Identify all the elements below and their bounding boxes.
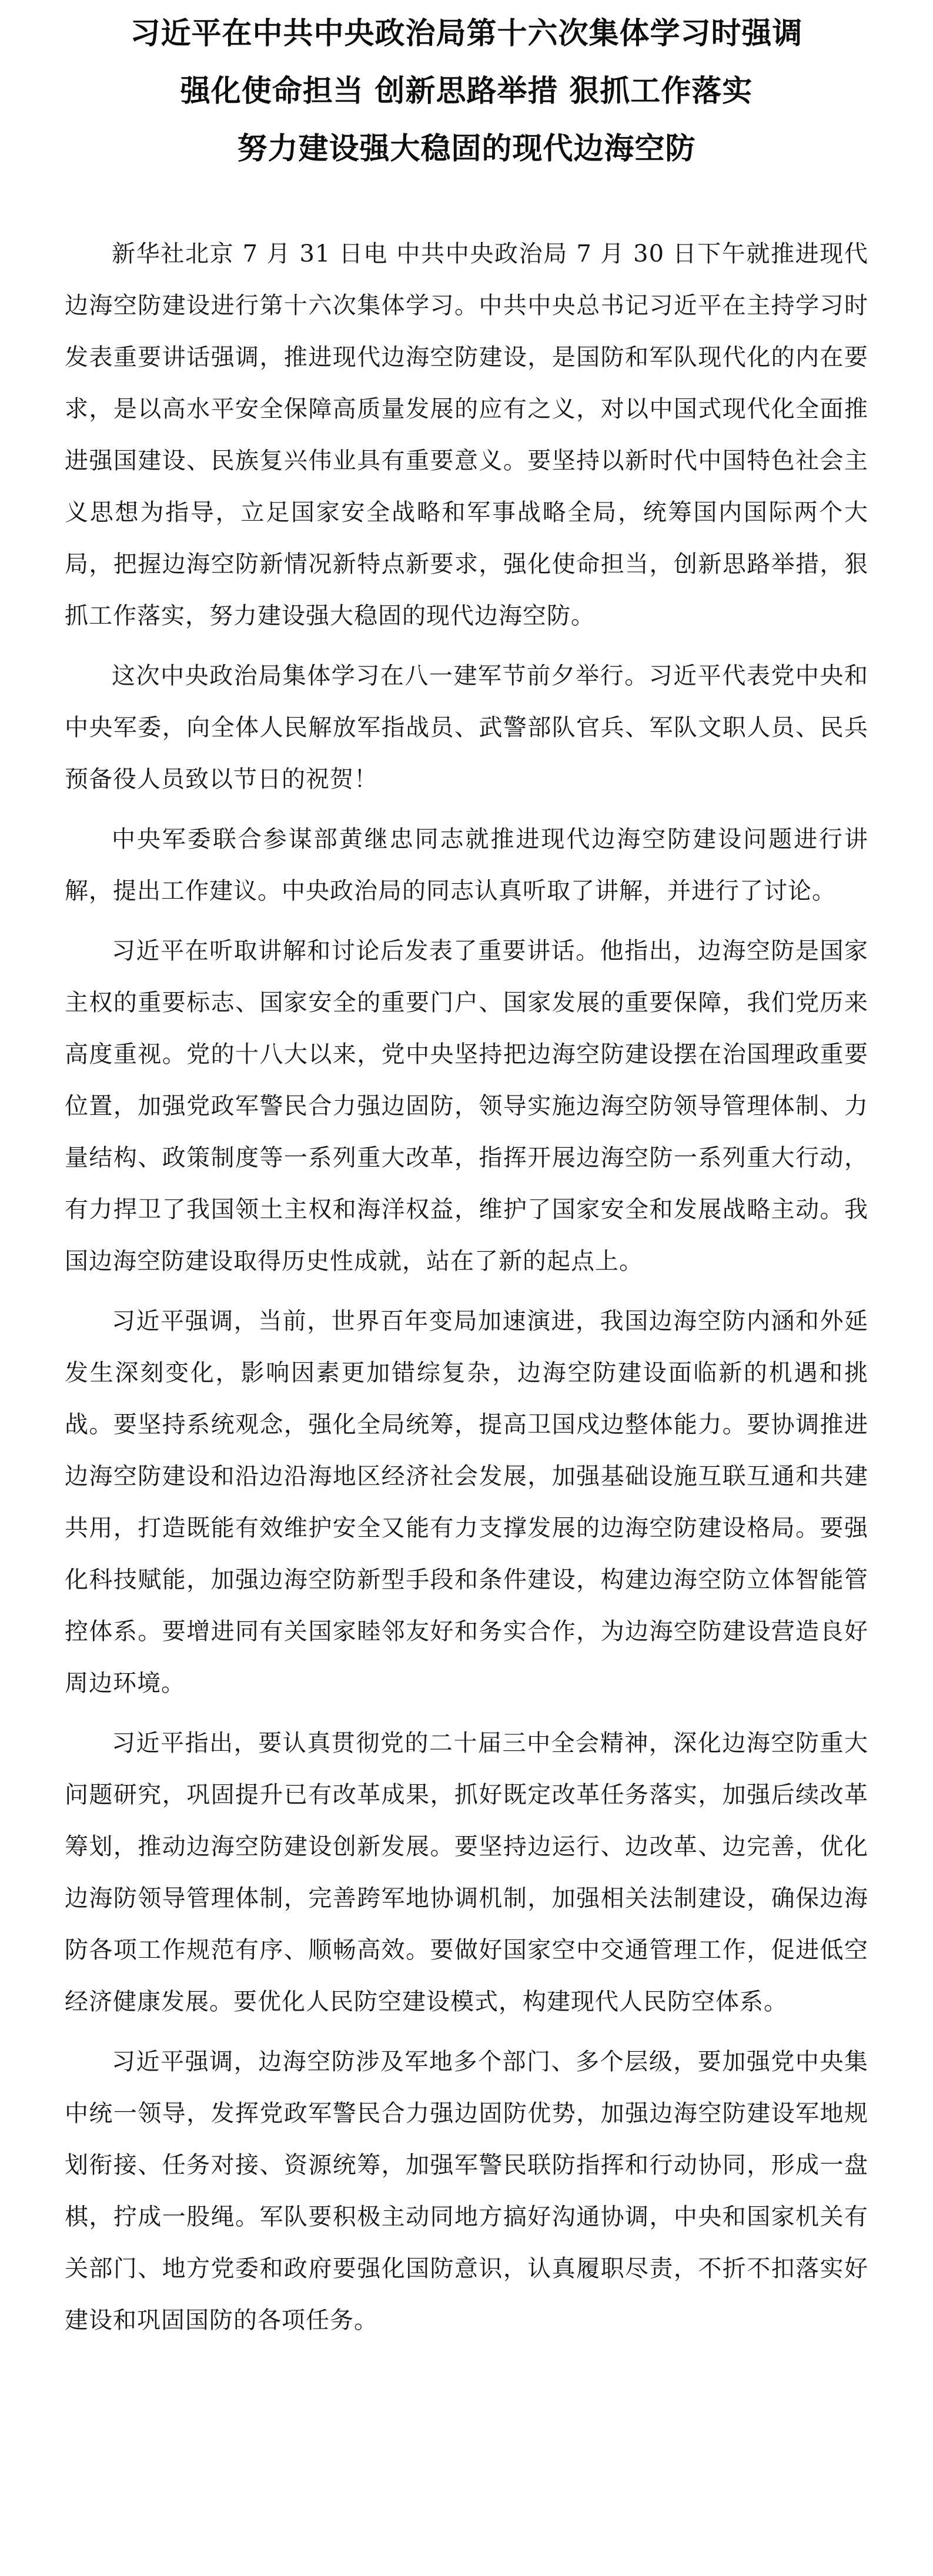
- paragraph-challenges: 习近平强调，当前，世界百年变局加速演进，我国边海空防内涵和外延发生深刻变化，影响因素更加错综复杂，边海空防建设面临新的机遇和挑战。要坚持系统观念，强化全局统筹，提高卫国戍边整体能力。要协调推进边海空防建设和沿边沿海地区经济社会发展，加强基础设施互联互通和共建共用，打造既能有效维护安全又能有力支撑发展的边海空防建设格局。要强化科技赋能，加强边海空防新型手段和条件建设，构建边海空防立体智能管控体系。要增进同有关国家睦邻友好和务实合作，为边海空防建设营造良好周边环境。: [65, 1308, 868, 1697]
- headline-line-3: 努力建设强大稳固的现代边海空防: [237, 131, 696, 166]
- paragraph-coordination: 习近平强调，边海空防涉及军地多个部门、多个层级，要加强党中央集中统一领导，发挥党政军警民合力强边固防优势，加强边海空防建设军地规划衔接、任务对接、资源统筹，加强军警民联防指挥和行动协同，形成一盘棋，拧成一股绳。军队要积极主动同地方搞好沟通协调，中央和国家机关有关部门、地方党委和政府要强化国防意识，认真履职尽责，不折不扣落实好建设和巩固国防的各项任务。: [65, 2048, 868, 2334]
- paragraph-lecture: 中央军委联合参谋部黄继忠同志就推进现代边海空防建设问题进行讲解，提出工作建议。中央政治局的同志认真听取了讲解，并进行了讨论。: [65, 826, 868, 905]
- paragraph-august-first-greeting: 这次中央政治局集体学习在八一建军节前夕举行。习近平代表党中央和中央军委，向全体人民解放军指战员、武警部队官兵、军队文职人员、民兵预备役人员致以节日的祝贺！: [65, 662, 868, 793]
- article-body: [65, 228, 868, 2346]
- headline-line-1: 习近平在中共中央政治局第十六次集体学习时强调: [130, 16, 803, 51]
- paragraph-dateline: 新华社北京 7 月 31 日电 中共中央政治局 7 月 30 日下午就推进现代边海空防建设进行第十六次集体学习。中共中央总书记习近平在主持学习时发表重要讲话强调，推进现代边海空防建设，是国防和军队现代化的内在要求，是以高水平安全保障高质量发展的应有之义，对以中国式现代化全面推进强国建设、民族复兴伟业具有重要意义。要坚持以新时代中国特色社会主义思想为指导，立足国家安全战略和军事战略全局，统筹国内国际两个大局，把握边海空防新情况新特点新要求，强化使命担当，创新思路举措，狠抓工作落实，努力建设强大稳固的现代边海空防。: [65, 240, 868, 629]
- paragraph-speech-achievements: 习近平在听取讲解和讨论后发表了重要讲话。他指出，边海空防是国家主权的重要标志、国家安全的重要门户、国家发展的重要保障，我们党历来高度重视。党的十八大以来，党中央坚持把边海空防建设摆在治国理政重要位置，加强党政军警民合力强边固防，领导实施边海空防领导管理体制、力量结构、政策制度等一系列重大改革，指挥开展边海空防一系列重大行动，有力捍卫了我国领土主权和海洋权益，维护了国家安全和发展战略主动。我国边海空防建设取得历史性成就，站在了新的起点上。: [65, 937, 868, 1275]
- headline: [65, 5, 868, 177]
- headline-line-2: 强化使命担当 创新思路举措 狠抓工作落实: [180, 73, 753, 109]
- paragraph-reform: 习近平指出，要认真贯彻党的二十届三中全会精神，深化边海空防重大问题研究，巩固提升已有改革成果，抓好既定改革任务落实，加强后续改革筹划，推动边海空防建设创新发展。要坚持边运行、边改革、边完善，优化边海防领导管理体制，完善跨军地协调机制，加强相关法制建设，确保边海防各项工作规范有序、顺畅高效。要做好国家空中交通管理工作，促进低空经济健康发展。要优化人民防空建设模式，构建现代人民防空体系。: [65, 1730, 868, 2015]
